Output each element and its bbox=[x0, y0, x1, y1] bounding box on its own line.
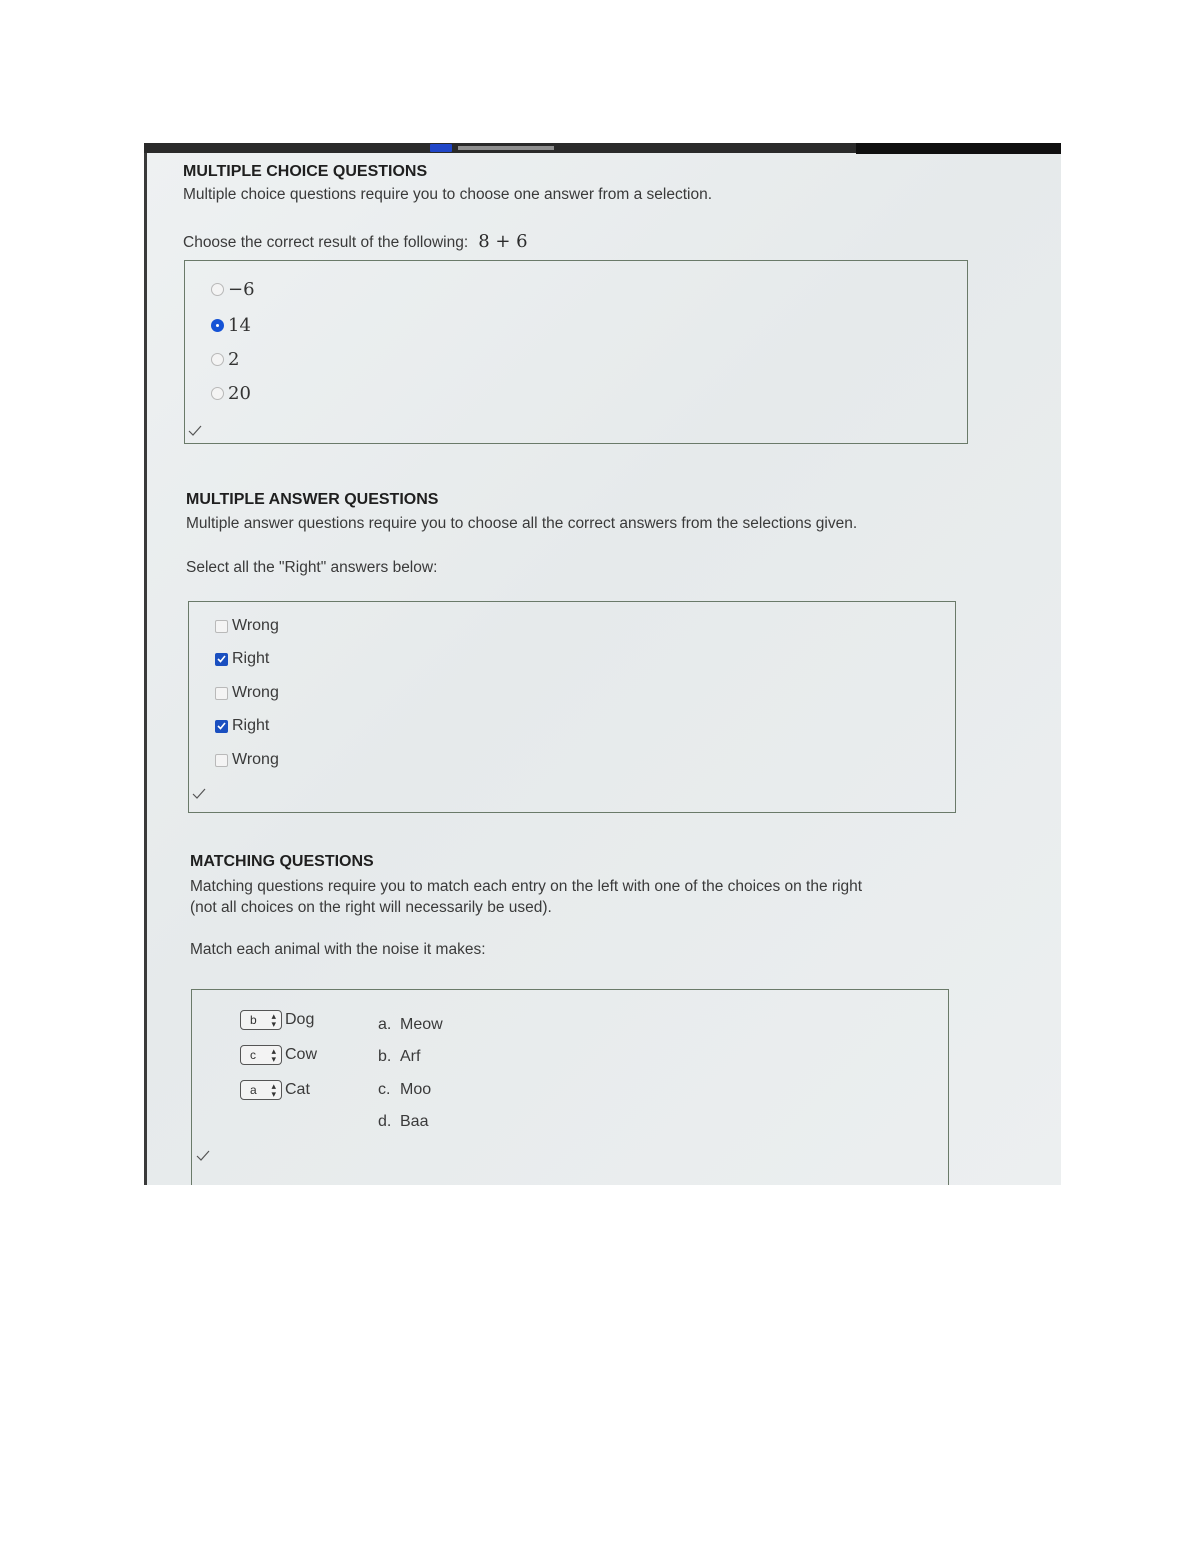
top-bar-dark-segment bbox=[856, 143, 1061, 154]
correct-check-icon bbox=[196, 1150, 210, 1162]
match-choice bbox=[378, 1048, 420, 1066]
match-choice-text: Arf bbox=[400, 1048, 421, 1065]
match-choice bbox=[378, 1113, 428, 1131]
match-entry-label: Dog bbox=[285, 1011, 315, 1028]
radio-button[interactable] bbox=[211, 353, 224, 366]
mc-answer-box bbox=[184, 260, 968, 444]
match-choice bbox=[378, 1081, 431, 1099]
match-heading: MATCHING QUESTIONS bbox=[190, 853, 374, 870]
ma-option-label: Wrong bbox=[232, 617, 279, 634]
ma-option-label: Right bbox=[232, 717, 270, 734]
ma-option[interactable] bbox=[215, 751, 279, 769]
checkbox[interactable] bbox=[215, 754, 228, 767]
match-choice-letter: b. bbox=[378, 1048, 392, 1065]
mc-prompt-line bbox=[183, 231, 528, 253]
mc-option[interactable] bbox=[211, 279, 255, 300]
match-answer-box bbox=[191, 989, 949, 1185]
match-choice-letter: d. bbox=[378, 1113, 392, 1130]
ma-option-label: Right bbox=[232, 650, 270, 667]
ma-prompt: Select all the "Right" answers below: bbox=[186, 559, 438, 576]
ma-option-label: Wrong bbox=[232, 684, 279, 701]
tab-title-blurred bbox=[458, 146, 554, 150]
mc-description: Multiple choice questions require you to choose one answer from a selection. bbox=[183, 186, 713, 203]
ma-heading: MULTIPLE ANSWER QUESTIONS bbox=[186, 491, 439, 508]
match-select-value: a bbox=[250, 1083, 257, 1097]
match-select-value: b bbox=[250, 1013, 257, 1027]
match-choice bbox=[378, 1016, 443, 1034]
match-entry-label: Cat bbox=[285, 1081, 310, 1098]
match-select-value: c bbox=[250, 1048, 256, 1062]
match-choice-text: Moo bbox=[400, 1081, 432, 1098]
match-entry bbox=[240, 1080, 310, 1100]
ma-option[interactable] bbox=[215, 650, 269, 668]
match-choice-text: Meow bbox=[400, 1016, 443, 1033]
quiz-photo bbox=[144, 143, 1061, 1185]
mc-expression: 8 + 6 bbox=[478, 231, 528, 252]
match-description-line1: Matching questions require you to match each entry on the left with one of the choices on the right bbox=[190, 878, 863, 895]
match-select[interactable] bbox=[240, 1010, 282, 1030]
mc-option-label: −6 bbox=[228, 279, 255, 300]
match-select[interactable] bbox=[240, 1045, 282, 1065]
match-select[interactable] bbox=[240, 1080, 282, 1100]
correct-check-icon bbox=[192, 788, 206, 800]
checkbox-checked[interactable] bbox=[215, 720, 228, 733]
radio-button-selected[interactable] bbox=[211, 319, 224, 332]
mc-prompt: Choose the correct result of the following: bbox=[183, 234, 469, 251]
correct-check-icon bbox=[188, 425, 202, 437]
ma-option-label: Wrong bbox=[232, 751, 279, 768]
ma-description: Multiple answer questions require you to choose all the correct answers from the selections given. bbox=[186, 515, 858, 532]
mc-option-label: 20 bbox=[228, 383, 251, 404]
ma-option[interactable] bbox=[215, 684, 279, 702]
match-prompt: Match each animal with the noise it makes: bbox=[190, 941, 486, 958]
mc-option-label: 14 bbox=[228, 315, 251, 336]
match-description-line2: (not all choices on the right will necessarily be used). bbox=[190, 899, 552, 916]
mc-option-label: 2 bbox=[228, 349, 240, 370]
ma-option[interactable] bbox=[215, 717, 269, 735]
left-edge bbox=[144, 153, 147, 1185]
ma-answer-box bbox=[188, 601, 956, 813]
tab-badge-icon bbox=[430, 144, 452, 152]
match-choice-letter: c. bbox=[378, 1081, 391, 1098]
checkbox[interactable] bbox=[215, 620, 228, 633]
mc-option[interactable] bbox=[211, 349, 239, 370]
ma-option[interactable] bbox=[215, 617, 279, 635]
radio-button[interactable] bbox=[211, 387, 224, 400]
radio-button[interactable] bbox=[211, 283, 224, 296]
match-choice-text: Baa bbox=[400, 1113, 429, 1130]
match-entry bbox=[240, 1010, 314, 1030]
mc-option[interactable] bbox=[211, 315, 251, 336]
mc-heading: MULTIPLE CHOICE QUESTIONS bbox=[183, 163, 428, 180]
select-arrows-icon: ▴ ▾ bbox=[271, 1081, 276, 1099]
match-choice-letter: a. bbox=[378, 1016, 392, 1033]
mc-option[interactable] bbox=[211, 383, 251, 404]
select-arrows-icon: ▴ ▾ bbox=[271, 1046, 276, 1064]
match-entry bbox=[240, 1045, 317, 1065]
checkbox[interactable] bbox=[215, 687, 228, 700]
select-arrows-icon: ▴ ▾ bbox=[271, 1011, 276, 1029]
match-entry-label: Cow bbox=[285, 1046, 318, 1063]
checkbox-checked[interactable] bbox=[215, 653, 228, 666]
